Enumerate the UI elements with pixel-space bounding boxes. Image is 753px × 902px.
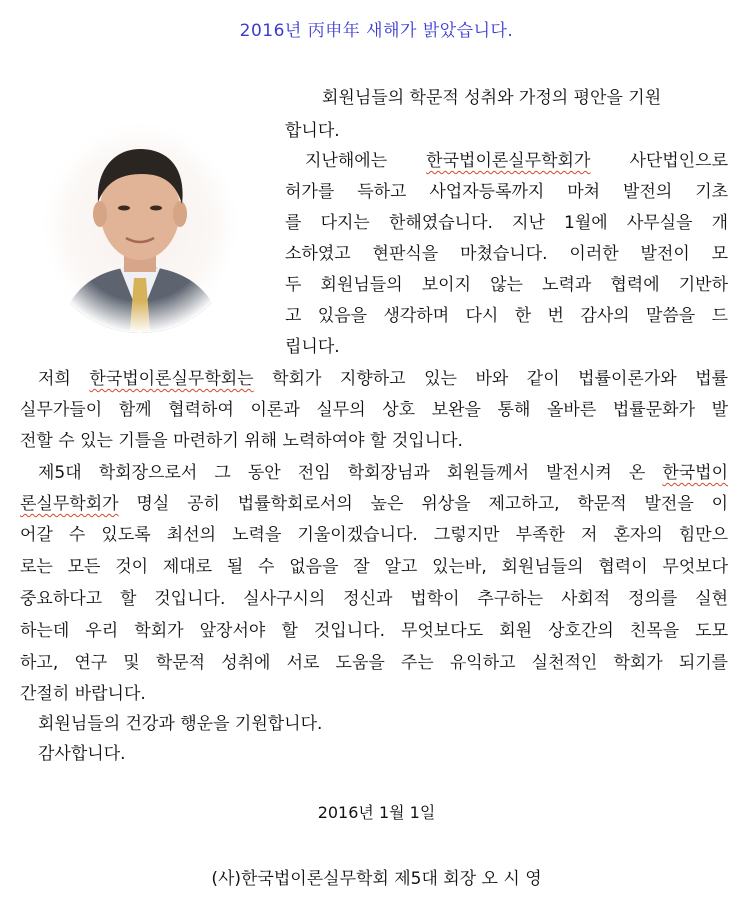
letter-line: 하는데 우리 학회가 앞장서야 할 것입니다. 무엇보다도 회원 상호간의 친목을 도모 bbox=[20, 621, 729, 641]
letter-line: 허가를 득하고 사업자등록까지 마쳐 발전의 기초 bbox=[285, 182, 729, 202]
letter-date: 2016년 1월 1일 bbox=[317, 803, 436, 822]
letter-line: 제5대 학회장으로서 그 동안 전임 학회장님과 회원들께서 발전시켜 온 한국법이 bbox=[38, 463, 729, 483]
spellcheck-word: 론실무학회가 bbox=[20, 494, 119, 514]
spellcheck-word: 한국법이 bbox=[662, 463, 729, 483]
letter-line: 론실무학회가 명실 공히 법률학회로서의 높은 위상을 제고하고, 학문적 발전을 이 bbox=[20, 494, 729, 514]
letter-line: 고 있음을 생각하며 다시 한 번 감사의 말씀을 드 bbox=[285, 306, 729, 326]
letter-line: 를 다지는 한해였습니다. 지난 1월에 사무실을 개 bbox=[285, 213, 729, 233]
letter-line: 실무가들이 함께 협력하여 이론과 실무의 상호 보완을 통해 올바른 법률문화가 발 bbox=[20, 400, 729, 420]
letter-line: 저희 한국법이론실무학회는 학회가 지향하고 있는 바와 같이 법률이론가와 법률 bbox=[38, 369, 729, 389]
letter-line: 감사합니다. bbox=[38, 744, 126, 764]
portrait-image bbox=[38, 118, 243, 333]
letter-line: 중요하다고 할 것입니다. 실사구시의 정신과 법학이 추구하는 사회적 정의를 실현 bbox=[20, 589, 729, 609]
letter-signature: (사)한국법이론실무학회 제5대 회장 오 시 영 bbox=[211, 869, 542, 889]
letter-line: 전할 수 있는 기틀을 마련하기 위해 노력하여야 할 것입니다. bbox=[20, 431, 463, 451]
letter-line: 간절히 바랍니다. bbox=[20, 684, 146, 704]
letter-line: 소하였고 현판식을 마쳤습니다. 이러한 발전이 모 bbox=[285, 244, 729, 264]
letter-line: 지난해에는 한국법이론실무학회가 사단법인으로 bbox=[305, 151, 728, 171]
letter-line: 합니다. bbox=[285, 121, 340, 141]
letter-line: 로는 모든 것이 제대로 될 수 없음을 잘 알고 있는바, 회원님들의 협력이 무엇보다 bbox=[20, 557, 729, 577]
letter-line: 회원님들의 건강과 행운을 기원합니다. bbox=[38, 714, 323, 734]
letter-line: 두 회원님들의 보이지 않는 노력과 협력에 기반하 bbox=[285, 275, 729, 295]
page-title: 2016년 丙申年 새해가 밝았습니다. bbox=[239, 21, 514, 41]
letter-line: 하고, 연구 및 학문적 성취에 서로 도움을 주는 유익하고 실천적인 학회가 되기를 bbox=[20, 653, 729, 673]
letter-line: 회원님들의 학문적 성취와 가정의 평안을 기원 bbox=[322, 88, 662, 108]
spellcheck-word: 한국법이론실무학회가 bbox=[426, 151, 591, 171]
portrait-photo bbox=[38, 118, 243, 333]
letter-line: 립니다. bbox=[285, 337, 340, 357]
spellcheck-word: 한국법이론실무학회는 bbox=[89, 369, 254, 389]
letter-line: 어갈 수 있도록 최선의 노력을 기울이겠습니다. 그렇지만 부족한 저 혼자의 힘만으 bbox=[20, 525, 729, 545]
